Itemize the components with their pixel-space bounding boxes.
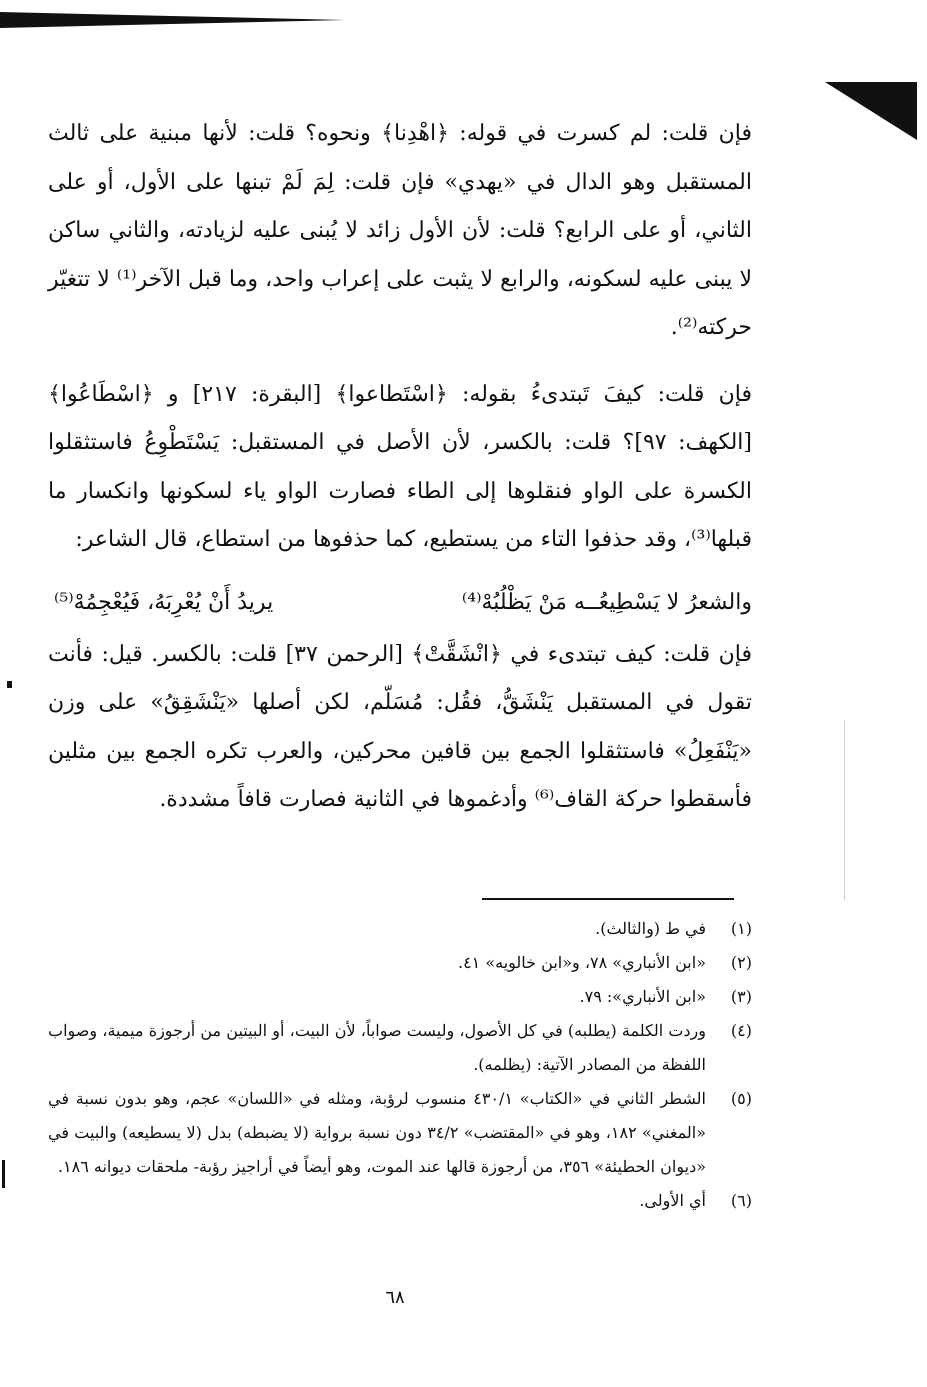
footnote-text: وردت الكلمة (يطلبه) في كل الأصول، وليست صواباً، لأن البيت، أو البيتين من أرجوزة ميمية، وصواب اللفظة من المصادر الآتية: (يظلمه). [48,1021,706,1074]
scan-edge-mark [7,681,12,688]
footnote-item [48,912,752,946]
poetry-verse [48,579,752,627]
footnote-text: أي الأولى. [639,1191,706,1210]
footnote-number: (٣) [730,987,752,1006]
verse-first-hemistich: والشعرُ لا يَسْطِيعُــه مَنْ يَظْلُبُهْ⁽⁴⁾ [461,589,752,615]
footnote-text: «ابن الأنباري» ٧٨، و«ابن خالويه» ٤١. [457,953,706,972]
paragraph-2: فإن قلت: كيفَ تَبتدىءُ بقوله: ﴿اسْتَطاعوا﴾ [البقرة: ٢١٧] و ﴿اسْطَاعُوا﴾ [الكهف: ٩٧]؟ قلت: بالكسر، لأن الأصل في المستقبل: يَسْتَطْوِعُ فاستثقلوا الكسرة على الواو فنقلوها إلى الطاء فصارت الواو ياء لسكونها وانكسار ما قبلها⁽³⁾، وقد حذفوا التاء من يستطيع، كما حذفوها من استطاع، قال الشاعر: [48,381,752,552]
footnote-item [48,946,752,980]
footnote-number: (٢) [730,953,752,972]
paragraph-1: فإن قلت: لم كسرت في قوله: ﴿اهْدِنا﴾ ونحوه؟ قلت: لأنها مبنية على ثالث المستقبل وهو الدال في «يهدي» فإن قلت: لِمَ لَمْ تبنها على الأول، أو على الثاني، أو على الرابع؟ قلت: لأن الأول زائد لا يُبنى عليه لزيادته، والثاني ساكن لا يبنى عليه لسكونه، والرابع لا يثبت على إعراب واحد، وما قبل الآخر⁽¹⁾ لا تتغيّر حركته⁽²⁾. [48,121,752,340]
footnote-item [48,1184,752,1218]
footnote-text: «ابن الأنباري»: ٧٩. [579,987,706,1006]
footnote-item [48,1014,752,1082]
footnotes [48,912,752,1218]
footnote-item [48,980,752,1014]
footnote-number: (٤) [730,1021,752,1040]
footnote-number: (٦) [730,1191,752,1210]
paragraph-3: فإن قلت: كيف تبتدىء في ﴿انْشَقَّتْ﴾ [الرحمن ٣٧] قلت: بالكسر. قيل: فأنت تقول في المستقبل يَنْشَقُّ، فقُل: مُسَلّم، لكن أصلها «يَنْشَقِقُ» على وزن «يَنْفَعِلُ» فاستثقلوا الجمع بين قافين محركين، والعرب تكره الجمع بين مثلين فأسقطوا حركة القاف⁽⁶⁾ وأدغموها في الثانية فصارت قافاً مشددة. [48,641,753,812]
scan-edge-mark [2,1160,5,1188]
main-text [48,110,752,825]
footnote-number: (١) [730,919,752,938]
footnote-text: الشطر الثاني في «الكتاب» ٤٣٠/١ منسوب لرؤبة، ومثله في «اللسان» عجم، وهو بدون نسبة في «المغني» ١٨٢، وهو في «المقتضب» ٣٤/٢ دون نسبة برواية (لا يضبطه) بدل (لا يسطيعه) والبيت في «ديوان الحطيئة» ٣٥٦، من أرجوزة قالها عند الموت، وهو أيضاً في أراجيز رؤبة- ملحقات ديوانه ١٨٦. [48,1089,707,1176]
footnote-text: في ط (والثالث). [595,919,706,938]
footnote-separator [482,898,734,900]
verse-second-hemistich: يريدُ أَنْ يُعْرِبَهُ، فَيُعْجِمُهْ⁽⁵⁾ [54,589,274,615]
scan-edge-line [844,720,845,900]
footnote-item [48,1082,752,1184]
footnote-number: (٥) [730,1089,752,1108]
corner-triangle-mark [825,82,917,140]
page-number: ٦٨ [385,1287,405,1308]
scan-top-bar [0,12,345,28]
